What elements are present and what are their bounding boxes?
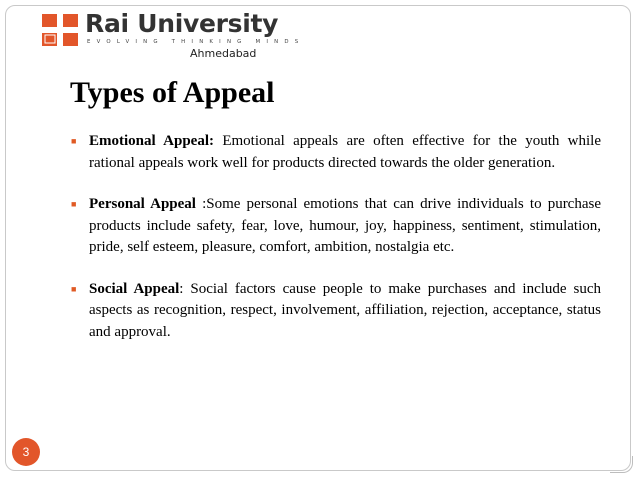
bullet-term: Emotional Appeal: xyxy=(89,133,215,149)
bullet-item-personal-appeal xyxy=(71,194,601,259)
rai-university-shield-icon xyxy=(42,14,78,46)
university-city: Ahmedabad xyxy=(190,47,257,60)
bullet-text: : Social factors cause people to make purchases and include such aspects as recognition, respect, involvement, affiliation, rejection, acceptance, status and approval. xyxy=(89,280,601,340)
university-tagline: EVOLVING THINKING MINDS xyxy=(87,39,305,45)
square-bullet-icon: ■ xyxy=(71,136,77,146)
bullet-item-emotional-appeal xyxy=(71,131,601,174)
square-bullet-icon: ■ xyxy=(71,199,77,209)
slide-number-badge: 3 xyxy=(12,438,40,466)
square-bullet-icon: ■ xyxy=(71,283,77,294)
bullet-item-social-appeal xyxy=(71,279,601,344)
slide-title: Types of Appeal xyxy=(70,76,275,109)
bullet-text: Emotional appeals are often effective for the youth while rational appeals work well for products directed towards the older generation. xyxy=(89,133,602,171)
university-name: Rai University xyxy=(85,9,279,38)
bullet-term: Social Appeal xyxy=(89,280,180,297)
bullet-term: Personal Appeal xyxy=(89,196,196,212)
bullet-list xyxy=(71,131,601,343)
bullet-text: :Some personal emotions that can drive individuals to purchase products include safety, fear, love, humour, joy, happiness, sentiment, stimulation, pride, self esteem, pleasure, comfort, ambition, nostalgia etc. xyxy=(89,196,601,255)
university-logo xyxy=(42,9,305,60)
slide-frame-corner xyxy=(610,456,633,473)
